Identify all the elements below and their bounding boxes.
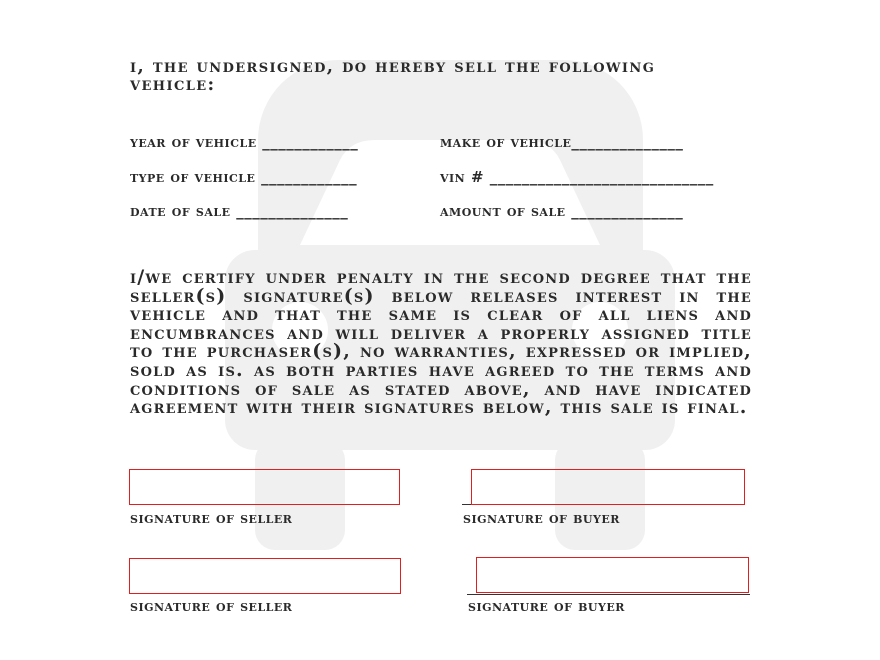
seller-signature-box-2[interactable] [129,558,401,594]
type-of-vehicle-field[interactable]: type of vehicle ____________ [130,168,358,186]
intro-statement: i, the undersigned, do hereby sell the following vehicle: [130,56,656,95]
buyer-signature-line-2 [467,594,750,595]
vin-field[interactable]: vin # ____________________________ [440,168,714,186]
buyer-signature-label-1: signature of buyer [463,509,620,527]
date-of-sale-field[interactable]: date of sale ______________ [130,202,349,220]
seller-signature-label-1: signature of seller [130,509,293,527]
amount-of-sale-field[interactable]: amount of sale ______________ [440,202,684,220]
seller-signature-label-2: signature of seller [130,597,293,615]
buyer-signature-box-2[interactable] [476,557,749,593]
buyer-signature-box-1[interactable] [471,469,745,505]
buyer-signature-label-2: signature of buyer [468,597,625,615]
seller-signature-box-1[interactable] [129,469,400,505]
make-of-vehicle-field[interactable]: make of vehicle______________ [440,133,684,151]
year-of-vehicle-field[interactable]: year of vehicle ____________ [130,133,359,151]
certification-paragraph: i/we certify under penalty in the second degree that the seller(s) signature(s) below releases interest in the vehicle and that the same is clear of all liens and encumbrances and will deliver a properly assigned title to the purchaser(s), no warranties, expressed or implied, sold as is. as both parties have agreed to the terms and conditions of sale as stated above, and have indicated agreement with their signatures below, this sale is final. [130,266,752,419]
